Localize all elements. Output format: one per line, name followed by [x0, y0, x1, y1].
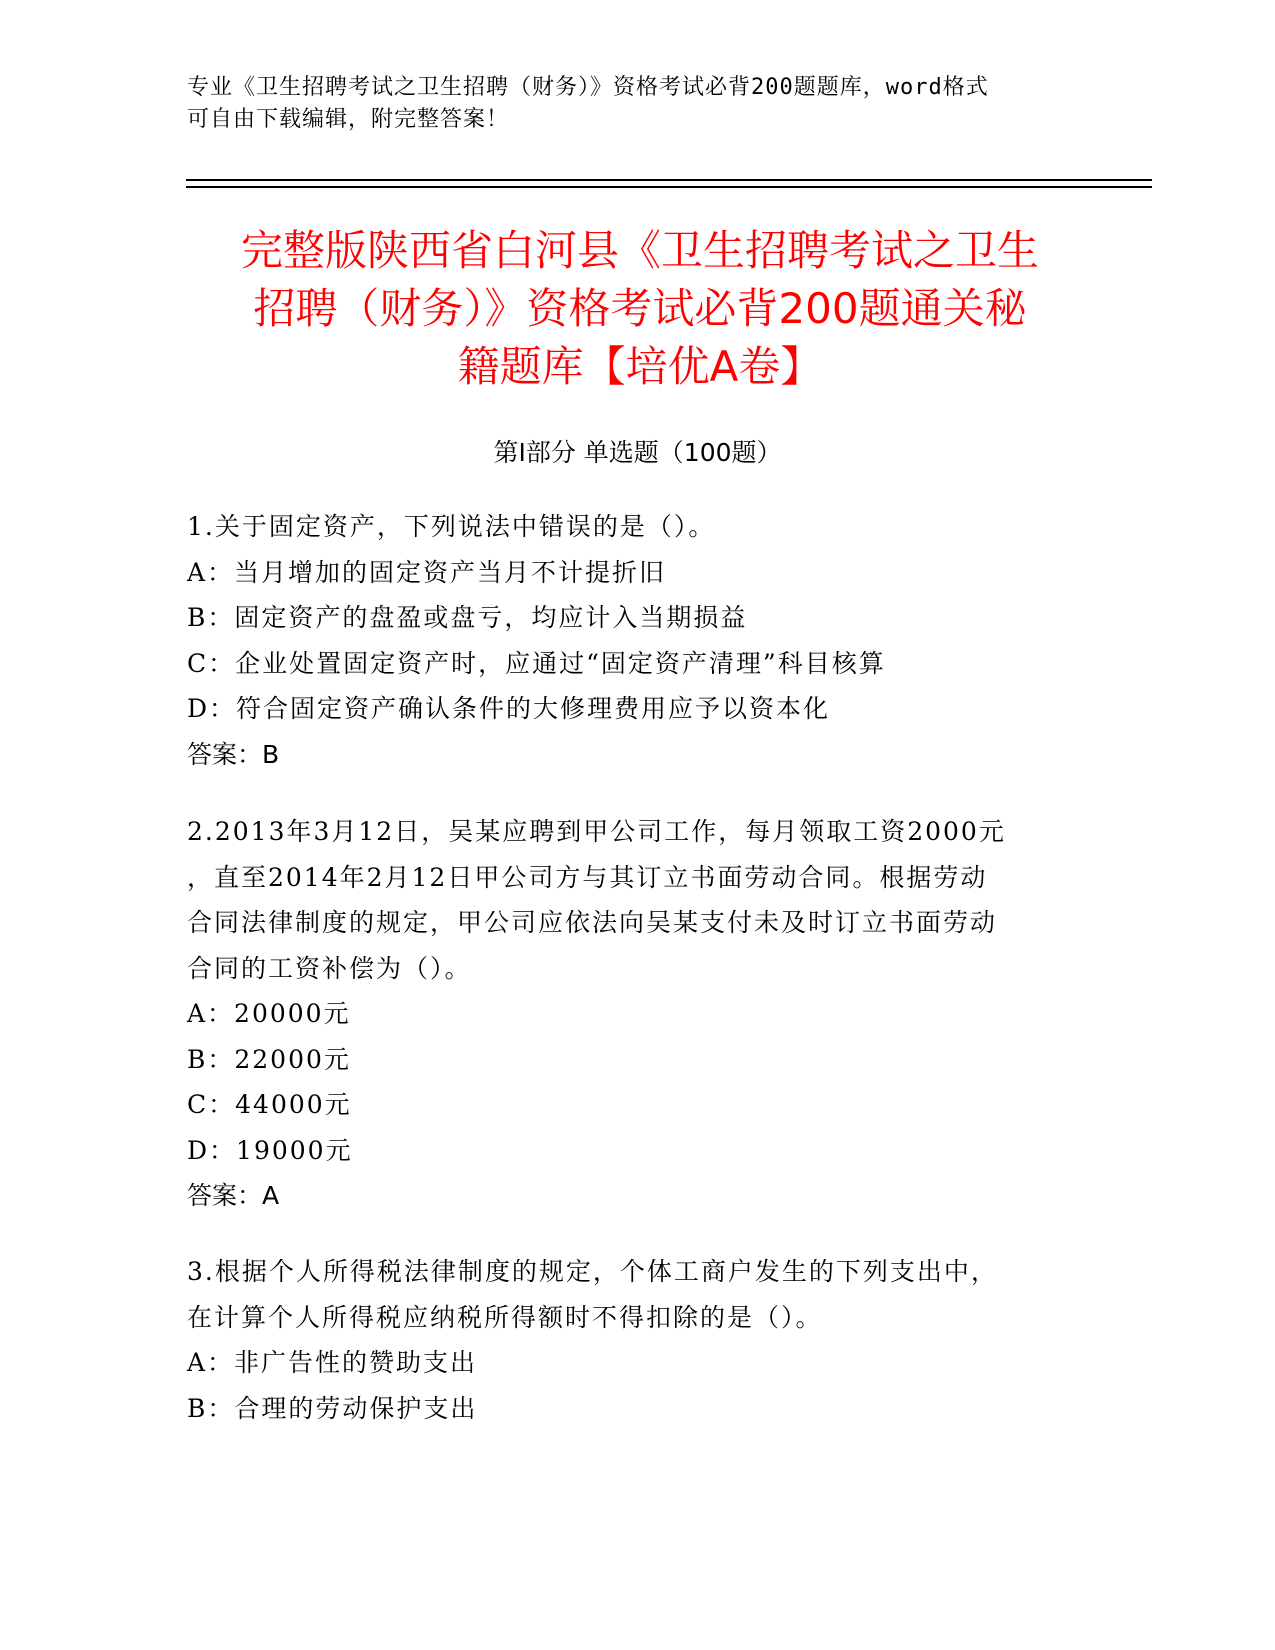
question-stem-line-2: 在计算个人所得税应纳税所得额时不得扣除的是（）。 [187, 1302, 823, 1332]
header-divider-bottom [186, 186, 1152, 188]
option-a: A：当月增加的固定资产当月不计提折旧 [187, 557, 667, 587]
option-c: C：企业处置固定资产时，应通过“固定资产清理”科目核算 [187, 648, 886, 678]
option-d: D：19000元 [187, 1135, 353, 1165]
header-divider-top [186, 179, 1152, 181]
header-note-line-1: 专业《卫生招聘考试之卫生招聘（财务）》资格考试必背200题题库，word格式 [187, 75, 989, 100]
question-stem-line-1: 3.根据个人所得税法律制度的规定，个体工商户发生的下列支出中， [187, 1257, 998, 1286]
question-stem-line-3: 合同法律制度的规定，甲公司应依法向吴某支付未及时订立书面劳动 [187, 908, 998, 937]
title-line-3: 籍题库【培优A卷】 [457, 342, 823, 391]
header-note [187, 72, 1087, 136]
title-line-1: 完整版陕西省白河县《卫生招聘考试之卫生 [240, 226, 1039, 275]
option-c: C：44000元 [187, 1090, 352, 1119]
option-b: B：22000元 [187, 1044, 351, 1074]
question-stem-line-2: ，直至2014年2月12日甲公司方与其订立书面劳动合同。根据劳动 [187, 862, 988, 892]
option-a: A：非广告性的赞助支出 [187, 1348, 478, 1377]
option-b: B：合理的劳动保护支出 [187, 1393, 478, 1423]
title-line-2: 招聘（财务）》资格考试必背200题通关秘 [253, 284, 1027, 333]
document-title [195, 222, 1085, 396]
question-1 [187, 504, 1067, 777]
question-stem-line-1: 2.2013年3月12日，吴某应聘到甲公司工作，每月领取工资2000元 [187, 817, 1006, 846]
header-note-line-2: 可自由下载编辑，附完整答案！ [187, 107, 510, 132]
section-title: 第I部分 单选题（100题） [493, 438, 782, 467]
answer: 答案：A [187, 1181, 280, 1210]
answer: 答案：B [187, 739, 280, 769]
option-b: B：固定资产的盘盈或盘亏，均应计入当期损益 [187, 603, 748, 632]
option-a: A：20000元 [187, 999, 351, 1028]
option-d: D：符合固定资产确认条件的大修理费用应予以资本化 [187, 694, 831, 723]
question-3 [187, 1249, 1067, 1431]
question-2 [187, 809, 1067, 1219]
question-stem-line-4: 合同的工资补偿为（）。 [187, 953, 472, 983]
question-stem: 1.关于固定资产，下列说法中错误的是（）。 [187, 512, 716, 541]
